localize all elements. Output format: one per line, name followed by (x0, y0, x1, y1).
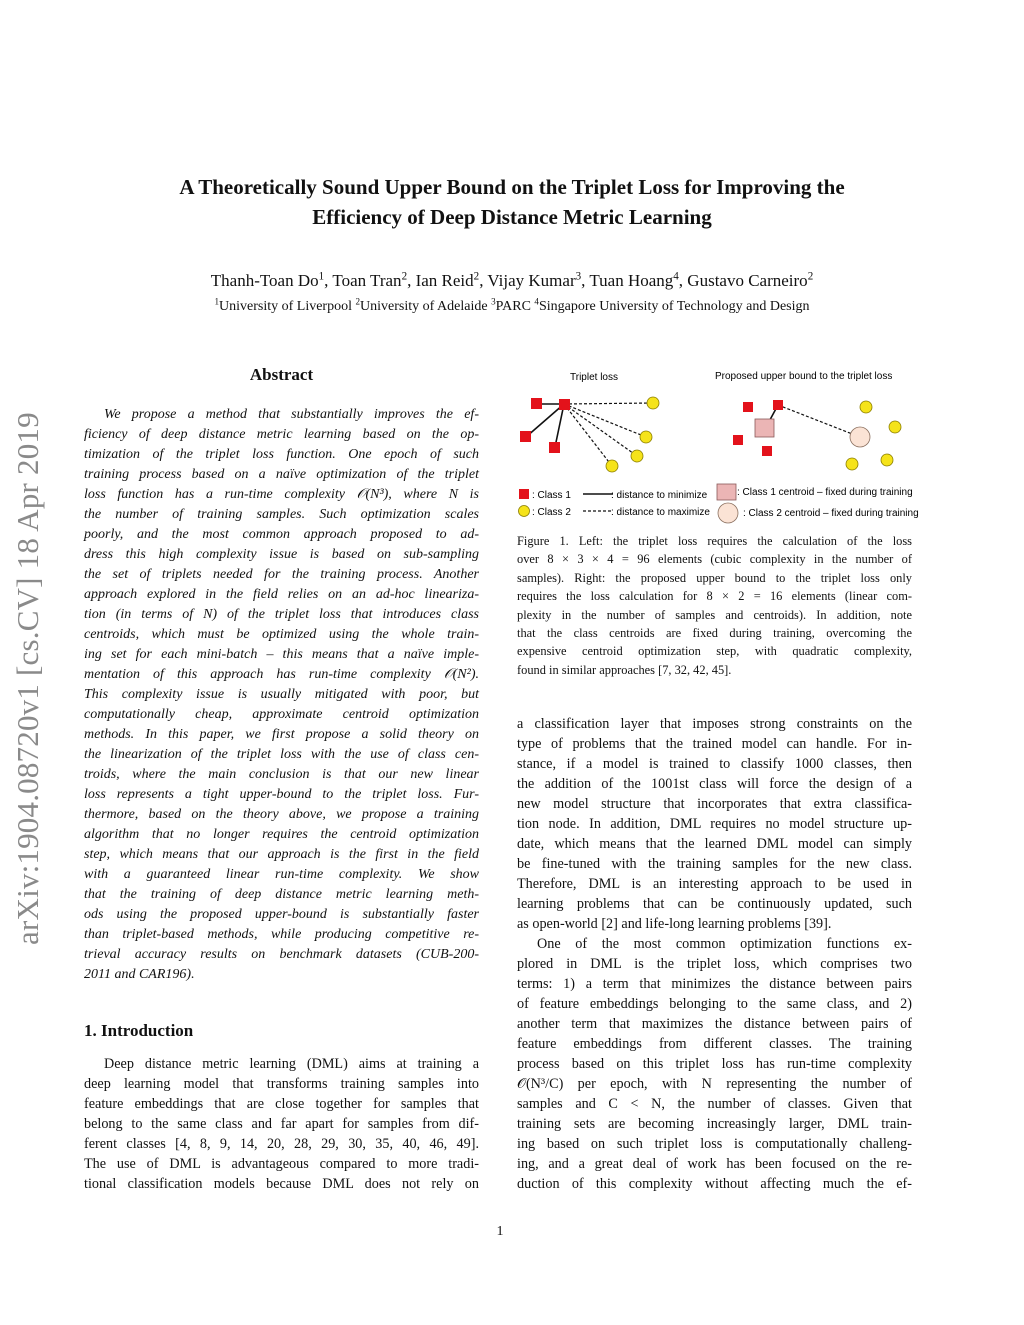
author-name: Toan Tran (332, 271, 402, 290)
body-line: be fine-tuned with the training samples for the new class. (517, 856, 912, 872)
class1-sample (549, 442, 560, 453)
class2-sample (631, 450, 643, 462)
class1-sample (762, 446, 772, 456)
intro-line: tional classification models because DML does not rely on (84, 1176, 479, 1192)
abstract-line: loss function has a run-time complexity 𝒪(N³), where N is (84, 487, 479, 502)
abstract-line: that the training of deep distance metric learning meth- (84, 887, 479, 902)
author-affiliation-mark: 2 (473, 270, 480, 283)
abstract-line: the set of triplets needed for the training process. Another (84, 567, 479, 582)
figure-1-diagram (515, 365, 930, 530)
body-line: training sets are becoming increasingly larger, DML train- (517, 1116, 912, 1132)
right-panel-title: Proposed upper bound to the triplet loss (715, 371, 893, 382)
author-affiliation-mark: 2 (401, 270, 408, 283)
affiliation-name: PARC (495, 299, 531, 314)
maximize-line (564, 404, 637, 456)
affiliation-name: Singapore University of Technology and Design (538, 299, 810, 314)
body-line: process based on this triplet loss has run-time complexity (517, 1056, 912, 1072)
abstract-line: with a guaranteed linear run-time complexity. We show (84, 867, 479, 882)
triplet-loss-panel (520, 397, 659, 472)
abstract-line: the number of training samples. Such optimization scales (84, 507, 479, 522)
caption-line: found in similar approaches [7, 32, 42, 45]. (517, 662, 732, 677)
class2-sample (647, 397, 659, 409)
caption-line: plexity in the number of samples and centroids). In addition, note (517, 607, 912, 622)
author-affiliation-mark: 3 (575, 270, 582, 283)
abstract-line: This complexity issue is usually mitigated with poor, but (84, 687, 479, 702)
abstract-line: algorithm that no longer requires the centroid optimization (84, 827, 479, 842)
abstract-line: computationally cheap, approximate centroid optimization (84, 707, 479, 722)
abstract-line: approach explored in the field relies on an ad-hoc lineariza- (84, 587, 479, 602)
body-line: ing, and a great deal of work has been focused on the re- (517, 1156, 912, 1172)
body-line: another term that maximizes the distance between pairs of (517, 1016, 912, 1032)
page-number: 1 (496, 1224, 504, 1239)
class1-legend-label: : Class 1 (532, 490, 571, 501)
paper-title (60, 172, 964, 232)
caption-line: expensive centroid optimization step, with quadratic complexity, (517, 644, 912, 659)
body-line: stance, if a model is trained to classify 1000 classes, then (517, 756, 912, 772)
class1-legend-swatch (519, 489, 529, 499)
affiliation-name: University of Liverpool (219, 299, 352, 314)
abstract-line: ing set for each mini-batch – this means that a naïve imple- (84, 647, 479, 662)
abstract-line: timization of the triplet loss function. One epoch of such (84, 447, 479, 462)
class2-sample (889, 421, 901, 433)
abstract-body (84, 405, 479, 985)
upper-bound-panel (733, 400, 901, 470)
class2-sample (846, 458, 858, 470)
body-line: as open-world [2] and life-long learning problems [39]. (517, 916, 832, 932)
title-line-1: A Theoretically Sound Upper Bound on the Triplet Loss for Improving the (179, 175, 845, 199)
author-name: Thanh-Toan Do (210, 271, 319, 290)
class1-sample (520, 431, 531, 442)
body-line: duction of this complexity without affecting much the ef- (517, 1176, 912, 1192)
abstract-line: poorly, and the most common approach proposed to ad- (84, 527, 479, 542)
left-panel-title: Triplet loss (570, 372, 618, 383)
author-list: Thanh-Toan Do$^1$, Toan Tran$^2$, Ian Reid$^2$, Vijay Kumar$^3$, Tuan Hoang$^4$, Gustavo Carneiro$^2$ (210, 270, 814, 290)
arxiv-identifier: arXiv:1904.08720v1 [cs.CV] 18 Apr 2019 (10, 412, 45, 945)
author-name: Vijay Kumar (487, 271, 576, 290)
class1-anchor-sample (559, 399, 570, 410)
affiliation-number: 4 (534, 296, 539, 307)
abstract-line: 2011 and CAR196). (84, 967, 195, 982)
abstract-line: the linearization of the triplet loss with the use of class cen- (84, 747, 479, 762)
abstract-line: thermore, based on the theory above, we propose a training (84, 807, 479, 822)
body-line: tion node. In addition, DML requires no model structure up- (517, 816, 912, 832)
abstract-line: troids, where the main conclusion is that our new linear (84, 767, 479, 782)
figure-legend (519, 484, 919, 523)
maximize-line (564, 403, 653, 404)
author-name: Ian Reid (415, 271, 474, 290)
author-name: Gustavo Carneiro (687, 271, 808, 290)
class2-sample (640, 431, 652, 443)
body-line: Therefore, DML is an interesting approach to be used in (517, 876, 912, 892)
class1-sample (733, 435, 743, 445)
centroid1-legend-label: : Class 1 centroid – fixed during training (737, 487, 913, 498)
intro-line: Deep distance metric learning (DML) aims at training a (104, 1056, 479, 1072)
class2-sample (606, 460, 618, 472)
body-line: a classification layer that imposes strong constraints on the (517, 716, 912, 732)
class1-anchor-sample (773, 400, 783, 410)
caption-line: over 8 × 3 × 4 = 96 elements (cubic complexity in the number of (517, 552, 912, 567)
abstract-heading: Abstract (249, 365, 314, 384)
body-line: plored in DML is the triplet loss, which comprises two (517, 956, 912, 972)
abstract-line: training process based on a naïve optimization of the triplet (84, 467, 479, 482)
abstract-line: step, which means that our approach is the first in the field (84, 847, 479, 862)
intro-line: The use of DML is advantageous compared to more tradi- (84, 1156, 479, 1172)
body-line: feature embeddings from different classes. The training (517, 1036, 912, 1052)
caption-line: requires the loss calculation for 8 × 2 = 16 elements (linear com- (517, 589, 912, 604)
body-line: the addition of the 1001st class will force the design of a (517, 776, 912, 792)
intro-line: deep learning model that transforms training samples into (84, 1076, 479, 1092)
class2-sample (860, 401, 872, 413)
class1-sample (743, 402, 753, 412)
figure-1-caption (517, 532, 912, 679)
affiliation-name: University of Adelaide (360, 299, 488, 314)
centroid2-legend-label: : Class 2 centroid – fixed during training (743, 508, 919, 519)
abstract-line: ods using the proposed upper-bound is substantially faster (84, 907, 479, 922)
caption-line: samples). Right: the proposed upper bound to the triplet loss only (517, 570, 912, 585)
body-line: learning problems that can be continuously updated, such (517, 896, 912, 912)
class1-centroid (755, 419, 774, 437)
abstract-line: methods. In this paper, we first propose a solid theory on (84, 727, 479, 742)
caption-line: that the class centroids are fixed during training, overcoming the (517, 625, 912, 640)
abstract-line: We propose a method that substantially improves the ef- (104, 407, 479, 422)
body-line: of feature embeddings belonging to the same class, and 2) (517, 996, 912, 1012)
author-affiliation-mark: 2 (807, 270, 814, 283)
body-line: new model structure that incorporates that extra classifica- (517, 796, 912, 812)
maximize-legend-label: : distance to maximize (611, 507, 710, 518)
intro-line: belong to the same class and far apart for samples from dif- (84, 1116, 479, 1132)
caption-line: Figure 1. Left: the triplet loss requires the calculation of the loss (517, 534, 912, 548)
body-line: ing based on such triplet loss is computationally challeng- (517, 1136, 912, 1152)
affiliation-number: 3 (491, 296, 496, 307)
abstract-line: than triplet-based methods, while producing competitive re- (84, 927, 479, 942)
class2-sample (881, 454, 893, 466)
body-line: terms: 1) a term that minimizes the distance between pairs (517, 976, 912, 992)
title-line-2: Efficiency of Deep Distance Metric Learning (312, 205, 712, 229)
abstract-line: dress this high complexity issue is based on sub-sampling (84, 547, 479, 562)
affiliation-number: 2 (355, 296, 361, 307)
abstract-line: ficiency of deep distance metric learning based on the op- (84, 427, 479, 442)
maximize-line (778, 405, 860, 437)
body-line: date, which means that the learned DML model can simply (517, 836, 912, 852)
abstract-line: mentation of this approach has run-time complexity 𝒪(N²). (84, 667, 479, 682)
body-line: One of the most common optimization functions ex- (537, 936, 912, 952)
minimize-legend-label: : distance to minimize (611, 490, 708, 501)
introduction-body (84, 1054, 479, 1194)
affiliation-list (60, 297, 964, 317)
centroid1-legend-swatch (717, 484, 736, 500)
abstract-line: centroids, which must be optimized using the whole train- (84, 627, 479, 642)
author-affiliation-mark: 4 (673, 270, 679, 283)
abstract-line: trieval accuracy results on benchmark datasets (CUB-200- (84, 947, 479, 962)
triplet-loss-diagram-svg (515, 365, 930, 530)
class2-legend-label: : Class 2 (532, 507, 571, 518)
intro-line: ferent classes [4, 8, 9, 14, 20, 28, 29, 30, 35, 40, 46, 49]. (84, 1136, 479, 1152)
body-line: samples and C < N, the number of classes. Given that (517, 1096, 912, 1112)
affiliation-number: 1 (214, 296, 220, 307)
class1-sample (531, 398, 542, 409)
centroid2-legend-swatch (718, 503, 738, 523)
right-column-body (517, 714, 912, 1194)
body-line: type of problems that the trained model can handle. For in- (517, 736, 912, 752)
intro-line: feature embeddings that are close together for samples that (84, 1096, 479, 1112)
body-line: 𝒪(N³/C) per epoch, with N representing the number of (517, 1076, 912, 1092)
author-affiliation-mark: 1 (318, 270, 325, 283)
abstract-line: loss represents a tight upper-bound to the triplet loss. Fur- (84, 787, 479, 802)
author-name: Tuan Hoang (589, 271, 674, 290)
section-heading-introduction: 1. Introduction (84, 1021, 194, 1040)
class2-legend-swatch (519, 506, 530, 517)
class2-centroid (850, 427, 870, 447)
abstract-line: tion (in terms of N) of the triplet loss that introduces class (84, 607, 479, 622)
